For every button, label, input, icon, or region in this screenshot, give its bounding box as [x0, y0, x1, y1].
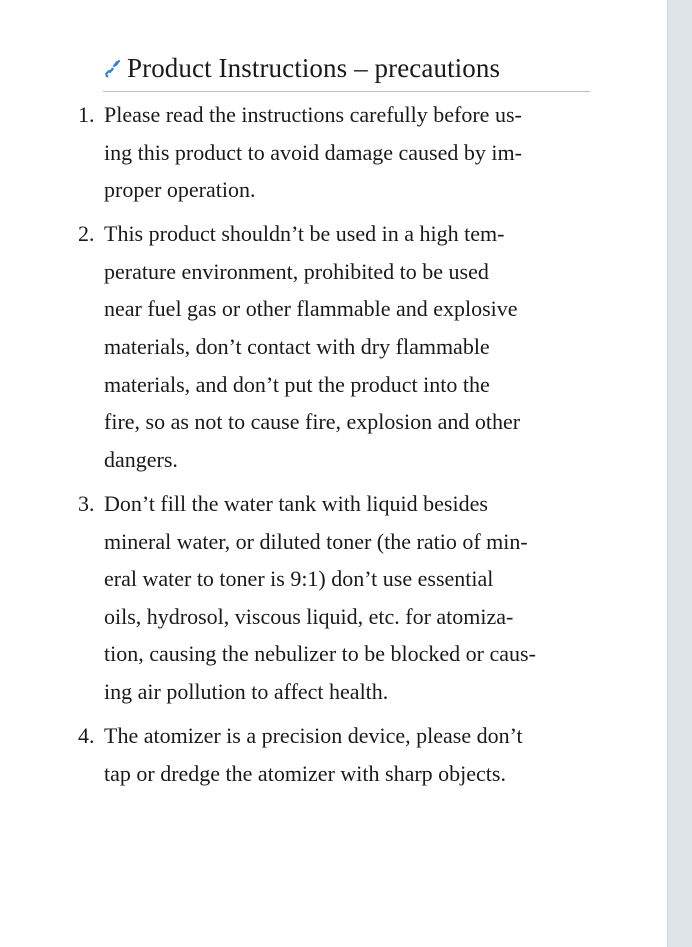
- list-item-line: Please read the instructions carefully before us-: [104, 102, 522, 127]
- blue-squiggle-icon: [103, 57, 121, 79]
- list-item-line: dangers.: [104, 446, 178, 472]
- list-item-line: ing this product to avoid damage caused by im-: [104, 139, 522, 165]
- list-item-line: The atomizer is a precision device, please don’t: [104, 723, 523, 748]
- list-item-number: 1.: [78, 102, 95, 127]
- list-item-number: 4.: [78, 723, 95, 748]
- list-item: [78, 717, 598, 792]
- precautions-list: [78, 96, 598, 799]
- list-item: [78, 215, 598, 478]
- list-item-line: Don’t fill the water tank with liquid besides: [104, 490, 488, 516]
- list-item-line: proper operation.: [104, 177, 256, 203]
- list-item-line: eral water to toner is 9:1) don’t use essential: [104, 566, 494, 592]
- list-item-line: materials, and don’t put the product into the: [104, 371, 490, 397]
- list-item-line: tap or dredge the atomizer with sharp objects.: [104, 760, 506, 786]
- list-item-line: near fuel gas or other flammable and explosive: [104, 296, 518, 322]
- list-item-line: materials, don’t contact with dry flammable: [104, 334, 490, 360]
- list-item-line: tion, causing the nebulizer to be blocked or caus-: [104, 641, 536, 667]
- list-item-line: ing air pollution to affect health.: [104, 678, 389, 704]
- section-heading: [103, 52, 590, 92]
- page-title: Product Instructions – precautions: [127, 53, 501, 83]
- list-item-line: This product shouldn’t be used in a high tem-: [104, 221, 505, 247]
- list-item-line: fire, so as not to cause fire, explosion and other: [104, 409, 521, 435]
- list-item-number: 3.: [78, 490, 95, 516]
- list-item-number: 2.: [78, 221, 95, 247]
- list-item-line: mineral water, or diluted toner (the ratio of min-: [104, 528, 528, 554]
- list-item: [78, 485, 598, 711]
- list-item-line: perature environment, prohibited to be used: [104, 258, 489, 284]
- list-item-line: oils, hydrosol, viscous liquid, etc. for atomiza-: [104, 603, 514, 629]
- vertical-scrollbar[interactable]: [667, 0, 692, 947]
- list-item: [78, 96, 598, 209]
